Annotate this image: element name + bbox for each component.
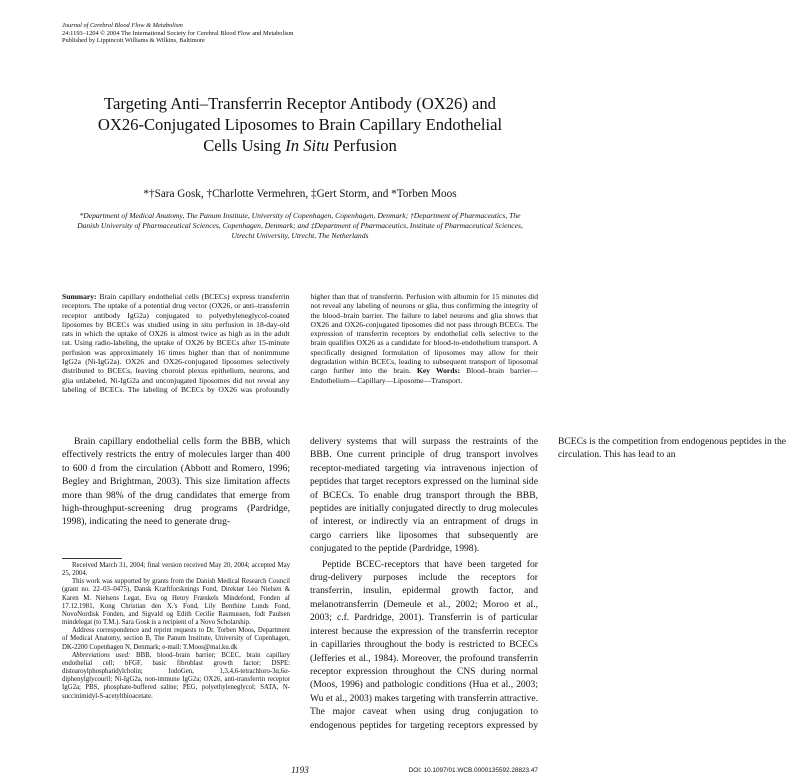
title-line-3 — [62, 135, 538, 156]
abbrev-text: BBB, blood–brain barrier; BCEC, brain capillary endothelial cell; bFGF, basic fibroblast growth factor; DSPE: distearoylphosphatidylcholin; IodoGen, 1,3,4,6-tetrachloro-3α,6α-diphenylglycouril; Ni-IgG2a, non-immune IgG2a; OX26, anti-transferrin receptor IgG2a; PBS, phosphate-buffered saline; PEG, polyethyleneglycol; SATA, N-succinimidyl-S-acetylthioacetate. — [62, 651, 290, 700]
footnote-received: Received March 31, 2004; final version received May 20, 2004; accepted May 25, 2004. — [62, 562, 290, 578]
keywords-text: Blood–brain barrier—Endothelium—Capillary—Liposome—Transport. — [310, 366, 538, 385]
page-number: 1193 — [291, 765, 309, 775]
article-title — [62, 93, 538, 156]
body-paragraph-1: Brain capillary endothelial cells form the BBB, which effectively restricts the entry of molecules larger than 400 to 600 d from the circulation (Abbott and Romero, 1996; Begley and Brightman, 2003). This size limitation affects more than 98% of the drug candidates that emerge from high-throughput-screening drug programs (Pardridge, 1998), indicating the need to generate drug- — [62, 436, 290, 528]
journal-header — [62, 22, 294, 45]
footnotes — [62, 558, 290, 701]
footnote-correspondence: Address correspondence and reprint requests to Dr. Torben Moos, Department of Medical Anatomy, section B, The Panum Institute, University of Copenhagen, DK-2200 Copenhagen N, Denmark; e-mail: T.Moos@mai.ku.dk — [62, 627, 290, 651]
abbrev-label: Abbreviations used: — [72, 651, 131, 659]
title-line-3-pre: Cells Using — [203, 136, 286, 155]
keywords-label: Key Words: — [416, 366, 461, 376]
title-line-3-post: Perfusion — [329, 136, 397, 155]
title-line-1: Targeting Anti–Transferrin Receptor Antibody (OX26) and — [104, 94, 496, 113]
body-paragraph-2: delivery systems that will surpass the restraints of the BBB. One current principle of drug transport involves receptor-mediated targeting via intravenous injection of peptides that target receptors expressed on the luminal side of BCECs. To enable drug transport through the BBB, peptides are initially conjugated directly to drug molecules of interest, or indirectly via an entrapment of drugs in cargo carriers like liposomes that subsequently are conjugated to the peptide (Pardridge, 1998). — [310, 436, 538, 555]
author-list: *†Sara Gosk, †Charlotte Vermehren, ‡Gert Storm, and *Torben Moos — [143, 188, 457, 200]
volume-line: 24:1193–1204 © 2004 The International Society for Cerebral Blood Flow and Metabolism — [62, 29, 294, 37]
footnote-rule — [62, 558, 122, 559]
body-paragraph-3: Peptide BCEC-receptors that have been targeted for drug-delivery purposes include the receptors for transferrin, insulin, epidermal growth factor, and melanotransferrin (Demeule et al., 2002; Moroo et al., 2003; c.f. Pardridge, 2001). Transferrin is of particular interest because the expression of the transferrin receptor in capillaries throughout the body is restricted to BCECs (Jefferies et al., 1984). Moreover, the profound transferrin receptor expression throughout the CNS during normal (Moos, 1996) and pathologic conditions (Hua et al., 2003; Wu et al., 2003) makes targeting with transferrin attractive. The major caveat when using drug conjugation to endogenous peptides for targeting receptors expressed by BCECs is the competition from endogenous peptides in the circulation. This has lead to an — [310, 436, 786, 731]
publisher-line: Published by Lippincott Williams & Wilkins, Baltimore — [62, 37, 205, 45]
title-line-2: OX26-Conjugated Liposomes to Brain Capillary Endothelial — [97, 115, 503, 134]
summary-text: Brain capillary endothelial cells (BCECs) express transferrin receptors. The uptake of a potential drug vector (OX26, or anti–transferrin receptor antibody IgG2a) conjugated to polyethyleneglycol-coated liposomes by BCECs was studied using in situ perfusion in 18-day-old rats in which the uptake of OX26 is almost twice as high as in the adult rat. Using radio-labeling, the uptake of OX26 by BCECs after 15-minute perfusion was approximately 16 times higher than that of nonimmune IgG2a (Ni-IgG2a). OX26 and OX26-conjugated liposomes selectively distributed to BCECs, leaving choroid plexus epithelium, neurons, and glia unlabeled. Ni-IgG2a and unconjugated liposomes did not reveal any labeling of BCECs. The labeling of BCECs by OX26 was profoundly higher than that of transferrin. Perfusion with albumin for 15 minutes did not reveal any labeling of neurons or glia, thus confirming the integrity of the blood–brain barrier. The failure to label neurons and glia shows that OX26 and OX26-conjugated liposomes did not pass through BCECs. The expression of transferrin receptors by endothelial cells selective to the brain qualifies OX26 as a candidate for blood-to-endothelium transport. A specifically designed formulation of liposomes may allow for their degradation within BCECs, leading to subsequent transport of liposomal cargo further into the brain. — [62, 292, 538, 394]
abstract — [62, 292, 538, 394]
journal-name: Journal of Cerebral Blood Flow & Metabolism — [62, 22, 183, 29]
summary-label: Summary: — [62, 292, 97, 301]
doi: DOI: 10.1097/01.WCB.0000135592.28823.47 — [408, 767, 538, 774]
affiliations: *Department of Medical Anatomy, The Panum Institute, University of Copenhagen, Copenhagen, Denmark; †Department of Pharmaceutics, The Danish University of Pharmaceutical Sciences, Copenhagen, Denmark; and ‡Department of Pharmaceutics, Institute of Pharmaceutical Sciences, Utrecht University, Utrecht, The Netherlands — [77, 211, 523, 240]
footnote-support: This work was supported by grants from the Danish Medical Research Council (grant no. 22–03–0475), Dansk Kræftforsknings Fond, Direktør Leo Nielsen & Karen M. Nielsens Legat, Eva og Henry Frænkels Mindefond, Fonden af 17.12.1981, Kong Christian den X.'s Fond, Lily Benthine Lunds Fond, NovoNordisk Fonden, and Sigvald og Edith Cecilie Rasmussen, fodt Paulsen mindelegat (to T.M.). Sara Gosk is a recipient of a Novo Scholarship. — [62, 578, 290, 627]
title-line-3-italic: In Situ — [285, 136, 330, 155]
footnote-abbreviations — [62, 652, 290, 701]
